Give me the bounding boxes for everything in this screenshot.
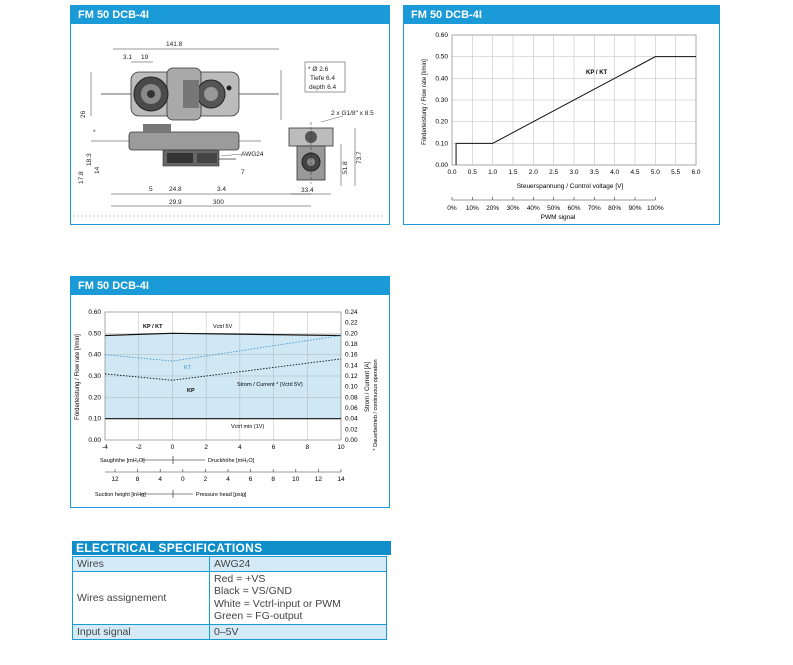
note-line-3: depth 6.4 bbox=[309, 84, 337, 91]
pump-front-view bbox=[289, 122, 333, 184]
y-tick-label: 0.50 bbox=[88, 330, 101, 338]
note-line-2: Tiefe 6.4 bbox=[310, 75, 336, 82]
bottom-tick-label: 12 bbox=[111, 476, 119, 483]
table-row bbox=[73, 557, 387, 572]
dimension-panel-title: FM 50 DCB-4I bbox=[71, 6, 389, 24]
y-tick-label: 0.20 bbox=[435, 118, 448, 126]
y-tick-label: 0.10 bbox=[88, 415, 101, 423]
wire-red: Red = +VS bbox=[214, 573, 266, 585]
dimension-drawing-panel bbox=[70, 5, 390, 225]
dim-300: 300 bbox=[213, 199, 224, 206]
dim-29-9: 29.9 bbox=[169, 199, 182, 206]
bottom-tick-label: 8 bbox=[135, 476, 140, 483]
x-tick-label: 1.5 bbox=[508, 169, 518, 176]
chart2-ylabel-left: Förderleistung / Flow rate [l/min] bbox=[75, 334, 81, 420]
bottom-tick-label: 12 bbox=[314, 476, 323, 483]
suction-height-inhg: Suction height [inHg] bbox=[95, 492, 146, 498]
pump-top-view bbox=[101, 68, 279, 120]
pressure-head-mh2o: Druckhöhe [mH₂O] bbox=[208, 458, 255, 464]
wire-white: White = Vctrl-input or PWM bbox=[214, 597, 341, 610]
y2-tick-label: 0.10 bbox=[345, 383, 358, 391]
dim-141-8: 141.8 bbox=[166, 41, 183, 48]
y-tick-label: 0.00 bbox=[88, 437, 101, 444]
x-tick-label: 8 bbox=[305, 444, 310, 451]
spec-label-input-signal: Input signal bbox=[73, 624, 210, 639]
x-tick-label: 6 bbox=[271, 444, 276, 451]
flow-rate-vs-control-voltage-chart bbox=[404, 24, 719, 224]
dimension-drawing bbox=[71, 24, 389, 224]
y-tick-label: 0.10 bbox=[435, 140, 448, 148]
pwm-label: PWM signal bbox=[540, 214, 576, 221]
pwm-tick-label: 0% bbox=[447, 205, 457, 212]
x-tick-label: 6.0 bbox=[691, 169, 701, 176]
x-tick-label: 1.0 bbox=[488, 169, 498, 176]
dim-5: 5 bbox=[149, 186, 153, 193]
pwm-tick-label: 60% bbox=[567, 205, 581, 212]
bottom-tick-label: 14 bbox=[337, 476, 345, 483]
spec-label-wires-assignment: Wires assignement bbox=[73, 572, 210, 625]
dim-17-8: 17.8 bbox=[78, 171, 85, 184]
spec-value-wires: AWG24 bbox=[210, 557, 387, 572]
pressure-head-psig: Pressure head [psig] bbox=[196, 492, 247, 498]
spec-label-wires: Wires bbox=[73, 557, 210, 572]
y-tick-label: 0.30 bbox=[435, 97, 448, 104]
x-tick-label: 10 bbox=[337, 444, 345, 451]
note-line-1: * Ø 2.6 bbox=[308, 66, 329, 73]
thread-label: 2 x G1/8" x 8.5 bbox=[331, 110, 374, 117]
y2-tick-label: 0.24 bbox=[345, 309, 358, 316]
y2-tick-label: 0.20 bbox=[345, 330, 358, 338]
dim-star: * bbox=[93, 129, 96, 136]
bottom-tick-label: 4 bbox=[226, 476, 230, 483]
spec-value-input-signal: 0–5V bbox=[210, 624, 387, 639]
bottom-tick-label: 6 bbox=[248, 476, 253, 483]
flow-rate-pressure-chart-panel bbox=[70, 276, 390, 508]
y2-tick-label: 0.04 bbox=[345, 415, 358, 423]
dim-7: 7 bbox=[241, 169, 245, 176]
x-tick-label: 4.5 bbox=[630, 169, 640, 176]
x-tick-label: 0.5 bbox=[467, 169, 477, 176]
x-tick-label: 2 bbox=[204, 444, 208, 451]
x-tick-label: 3.5 bbox=[589, 169, 599, 176]
chart1-ylabel: Förderleistung / Flow rate [l/min] bbox=[422, 59, 428, 145]
dim-51-8: 51.8 bbox=[342, 161, 349, 174]
table-row bbox=[73, 572, 387, 625]
pwm-tick-label: 90% bbox=[628, 205, 642, 212]
bottom-tick-label: 2 bbox=[203, 476, 208, 483]
label-kp: KP bbox=[187, 388, 195, 394]
bottom-tick-label: 0 bbox=[180, 476, 185, 483]
y2-tick-label: 0.06 bbox=[345, 405, 358, 412]
chart2-ylabel-right: Strom / Current [A] bbox=[365, 361, 371, 413]
chart2-ylabel-right2: * Dauerbetrieb / continuous operation bbox=[373, 359, 379, 451]
x-tick-label: 5.5 bbox=[671, 169, 681, 176]
bottom-tick-label: 10 bbox=[292, 476, 300, 483]
series-kp-kt-label: KP / KT bbox=[586, 70, 608, 76]
x-tick-label: 0.0 bbox=[447, 169, 457, 176]
y2-tick-label: 0.16 bbox=[345, 351, 358, 359]
y2-tick-label: 0.22 bbox=[345, 319, 358, 327]
x-tick-label: -2 bbox=[135, 444, 142, 451]
y-tick-label: 0.40 bbox=[435, 75, 448, 83]
y-tick-label: 0.50 bbox=[435, 53, 448, 61]
x-tick-label: 4.0 bbox=[610, 169, 620, 176]
label-current: Strom / Current * (Vctrl 5V) bbox=[237, 382, 303, 388]
pwm-tick-label: 50% bbox=[547, 205, 561, 212]
pwm-tick-label: 40% bbox=[526, 205, 540, 212]
y2-tick-label: 0.12 bbox=[345, 373, 358, 380]
x-tick-label: 4 bbox=[238, 444, 242, 451]
flow-rate-control-chart-panel bbox=[403, 5, 720, 225]
label-vctrl-min: Vctrl min (1V) bbox=[231, 424, 265, 430]
suction-height-mh2o: Saughöhe [mH₂O] bbox=[100, 458, 145, 464]
wire-green: Green = FG-output bbox=[214, 610, 303, 623]
x-tick-label: 5.0 bbox=[650, 169, 660, 176]
bottom-tick-label: 4 bbox=[158, 476, 163, 483]
electrical-specs-table bbox=[72, 556, 387, 640]
bottom-tick-label: 8 bbox=[271, 476, 276, 483]
label-kp-kt: KP / KT bbox=[143, 324, 163, 330]
x-tick-label: 0 bbox=[170, 444, 175, 451]
y2-tick-label: 0.18 bbox=[345, 341, 358, 348]
y2-tick-label: 0.00 bbox=[345, 437, 358, 444]
awg-label: AWG24 bbox=[241, 151, 264, 158]
y-tick-label: 0.60 bbox=[88, 309, 101, 316]
spec-value-wires-assignment bbox=[210, 572, 387, 625]
wire-black: Black = VS/GND bbox=[214, 585, 292, 598]
pump-side-view bbox=[91, 124, 261, 166]
dim-18-3: 18.3 bbox=[86, 153, 93, 166]
pwm-tick-label: 10% bbox=[465, 205, 479, 212]
y2-tick-label: 0.02 bbox=[345, 426, 358, 434]
pwm-tick-label: 70% bbox=[587, 205, 601, 212]
dim-3-4: 3.4 bbox=[217, 186, 227, 193]
dim-14: 14 bbox=[94, 166, 101, 174]
x-tick-label: 2.0 bbox=[528, 169, 538, 176]
y-tick-label: 0.60 bbox=[435, 32, 448, 39]
chart2-title: FM 50 DCB-4I bbox=[71, 277, 389, 295]
label-kt: KT bbox=[184, 365, 192, 371]
pwm-tick-label: 80% bbox=[608, 205, 622, 212]
label-vctrl-5v: Vctrl 5V bbox=[213, 324, 233, 330]
dim-73-7: 73.7 bbox=[356, 151, 363, 164]
dim-33-4: 33.4 bbox=[301, 187, 314, 194]
table-row bbox=[73, 624, 387, 639]
pwm-tick-label: 20% bbox=[486, 205, 500, 212]
x-tick-label: 2.5 bbox=[549, 169, 559, 176]
series-kp-kt-line bbox=[456, 57, 696, 165]
y-tick-label: 0.20 bbox=[88, 394, 101, 402]
dim-3-1: 3.1 bbox=[123, 54, 133, 61]
y2-tick-label: 0.08 bbox=[345, 394, 358, 402]
y-tick-label: 0.30 bbox=[88, 373, 101, 380]
pwm-tick-label: 30% bbox=[506, 205, 520, 212]
dim-19: 19 bbox=[141, 54, 149, 61]
dim-26: 26 bbox=[80, 110, 87, 118]
x-tick-label: -4 bbox=[102, 444, 108, 451]
pwm-tick-label: 100% bbox=[647, 205, 664, 212]
flow-rate-vs-pressure-chart bbox=[71, 295, 389, 507]
y2-tick-label: 0.14 bbox=[345, 362, 358, 370]
chart1-title: FM 50 DCB-4I bbox=[404, 6, 719, 24]
x-tick-label: 3.0 bbox=[569, 169, 579, 176]
electrical-specs-title: ELECTRICAL SPECIFICATIONS bbox=[72, 541, 391, 555]
dim-24-8: 24.8 bbox=[169, 186, 182, 193]
y-tick-label: 0.00 bbox=[435, 162, 448, 169]
chart1-xlabel: Steuerspannung / Control voltage [V] bbox=[516, 183, 624, 190]
y-tick-label: 0.40 bbox=[88, 351, 101, 359]
